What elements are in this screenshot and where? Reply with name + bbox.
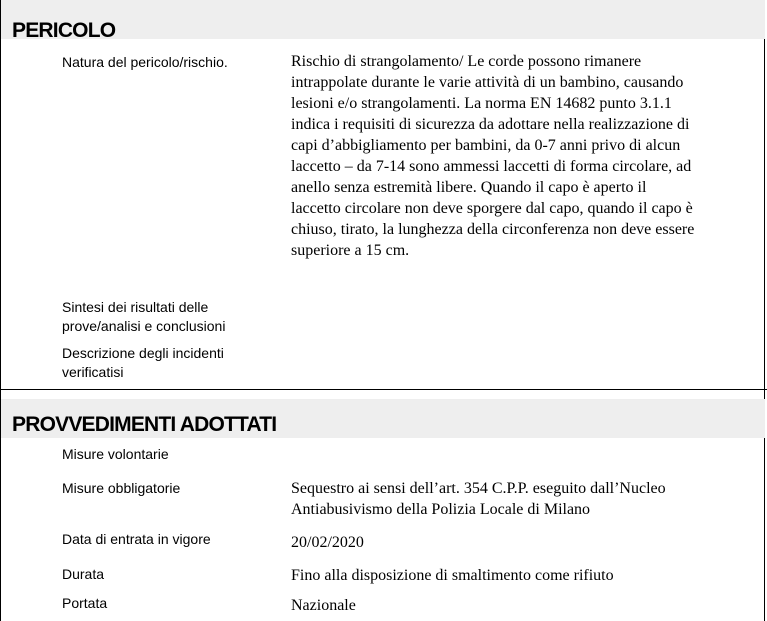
provvedimenti-header	[1, 399, 765, 438]
incidenti-label-line: Descrizione degli incidenti	[62, 345, 224, 361]
pericolo-title: PERICOLO	[12, 19, 116, 42]
obbligatorie-line: Antiabusivismo della Polizia Locale di Milano	[291, 501, 591, 518]
natura-line: Rischio di strangolamento/ Le corde possono rimanere	[291, 53, 642, 70]
obbligatorie-label: Misure obbligatorie	[62, 480, 181, 496]
pericolo-header	[1, 0, 765, 42]
natura-line: chiuso, tirato, la lunghezza della circonferenza non deve essere	[291, 221, 695, 238]
sintesi-label	[62, 298, 267, 336]
natura-line: laccetto circolare non deve sporgere dal capo, quando il capo è	[291, 200, 693, 217]
natura-value	[291, 51, 761, 261]
natura-line: intrappolate durante le varie attività di un bambino, causando	[291, 74, 684, 91]
data-entrata-label: Data di entrata in vigore	[62, 531, 211, 547]
obbligatorie-line: Sequestro ai sensi dell’art. 354 C.P.P. eseguito dall’Nucleo	[291, 480, 666, 497]
natura-line: lesioni e/o strangolamenti. La norma EN 14682 punto 3.1.1	[291, 95, 672, 112]
natura-line: superiore a 15 cm.	[291, 242, 410, 259]
incidenti-label	[62, 344, 267, 382]
natura-line: capi d’abbigliamento per bambini, da 0-7 anni privo di alcun	[291, 137, 681, 154]
durata-label: Durata	[62, 566, 105, 582]
provvedimenti-title: PROVVEDIMENTI ADOTTATI	[12, 413, 277, 436]
natura-line: indica i requisiti di sicurezza da adottare nella realizzazione di	[291, 116, 690, 133]
natura-label: Natura del pericolo/rischio.	[62, 54, 228, 70]
section-divider	[0, 389, 767, 390]
data-entrata-value: 20/02/2020	[291, 534, 364, 551]
volontarie-label: Misure volontarie	[62, 446, 169, 462]
natura-line: anello senza estremità libere. Quando il capo è aperto il	[291, 179, 647, 196]
portata-label: Portata	[62, 595, 108, 611]
natura-line: laccetto – da 7-14 sono ammessi laccetti di forma circolare, ad	[291, 158, 692, 175]
durata-value: Fino alla disposizione di smaltimento come rifiuto	[291, 567, 614, 584]
incidenti-label-line: verificatisi	[62, 364, 124, 380]
portata-value: Nazionale	[291, 597, 356, 614]
obbligatorie-value	[291, 478, 761, 520]
sintesi-label-line: prove/analisi e conclusioni	[62, 318, 226, 334]
sintesi-label-line: Sintesi dei risultati delle	[62, 299, 209, 315]
